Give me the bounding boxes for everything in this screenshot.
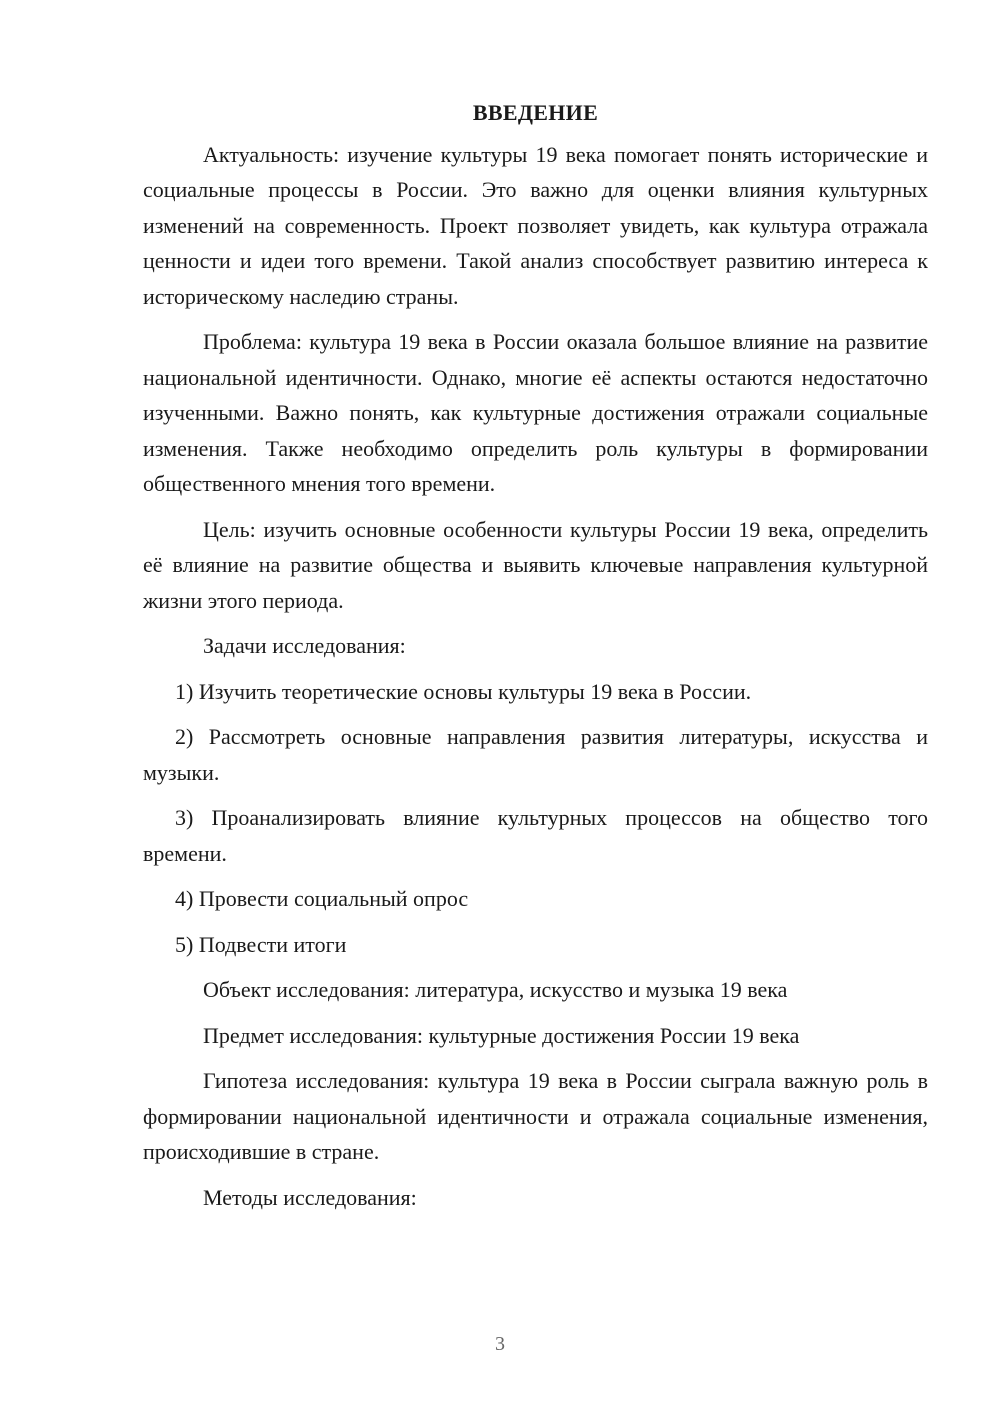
task-item-2: 2) Рассмотреть основные направления развития литературы, искусства и музыки. — [143, 724, 928, 785]
paragraph-tasks-heading: Задачи исследования: — [203, 633, 406, 658]
section-title: ВВЕДЕНИЕ — [472, 100, 599, 125]
paragraph-object: Объект исследования: литература, искусство и музыка 19 века — [203, 977, 788, 1002]
paragraph-problem: Проблема: культура 19 века в России оказала большое влияние на развитие национальной идентичности. Однако, многие её аспекты остаются недостаточно изученными. Важно понять, как культурные достижения отражали социальные изменения. Также необходимо определить роль культуры в формировании общественного мнения того времени. — [143, 329, 928, 496]
task-item-3: 3) Проанализировать влияние культурных процессов на общество того времени. — [143, 805, 928, 866]
paragraph-goal: Цель: изучить основные особенности культуры России 19 века, определить её влияние на развитие общества и выявить ключевые направления культурной жизни этого периода. — [143, 516, 928, 613]
task-item-5: 5) Подвести итоги — [175, 931, 347, 957]
paragraph-hypothesis: Гипотеза исследования: культура 19 века в России сыграла важную роль в формировании национальной идентичности и отражала социальные изменения, происходившие в стране. — [143, 1068, 928, 1164]
paragraph-subject: Предмет исследования: культурные достижения России 19 века — [203, 1022, 800, 1048]
paragraph-relevance: Актуальность: изучение культуры 19 века помогает понять исторические и социальные процессы в России. Это важно для оценки влияния культурных изменений на современность. Проект позволяет увидеть, как культура отражала ценности и идеи того времени. Такой анализ способствует развитию интереса к историческому наследию страны. — [143, 141, 928, 309]
task-item-1: 1) Изучить теоретические основы культуры 19 века в России. — [175, 678, 752, 704]
paragraph-methods: Методы исследования: — [203, 1184, 417, 1210]
task-item-4: 4) Провести социальный опрос — [175, 886, 469, 911]
page-content — [143, 95, 928, 1225]
page-number: 3 — [495, 1333, 505, 1355]
